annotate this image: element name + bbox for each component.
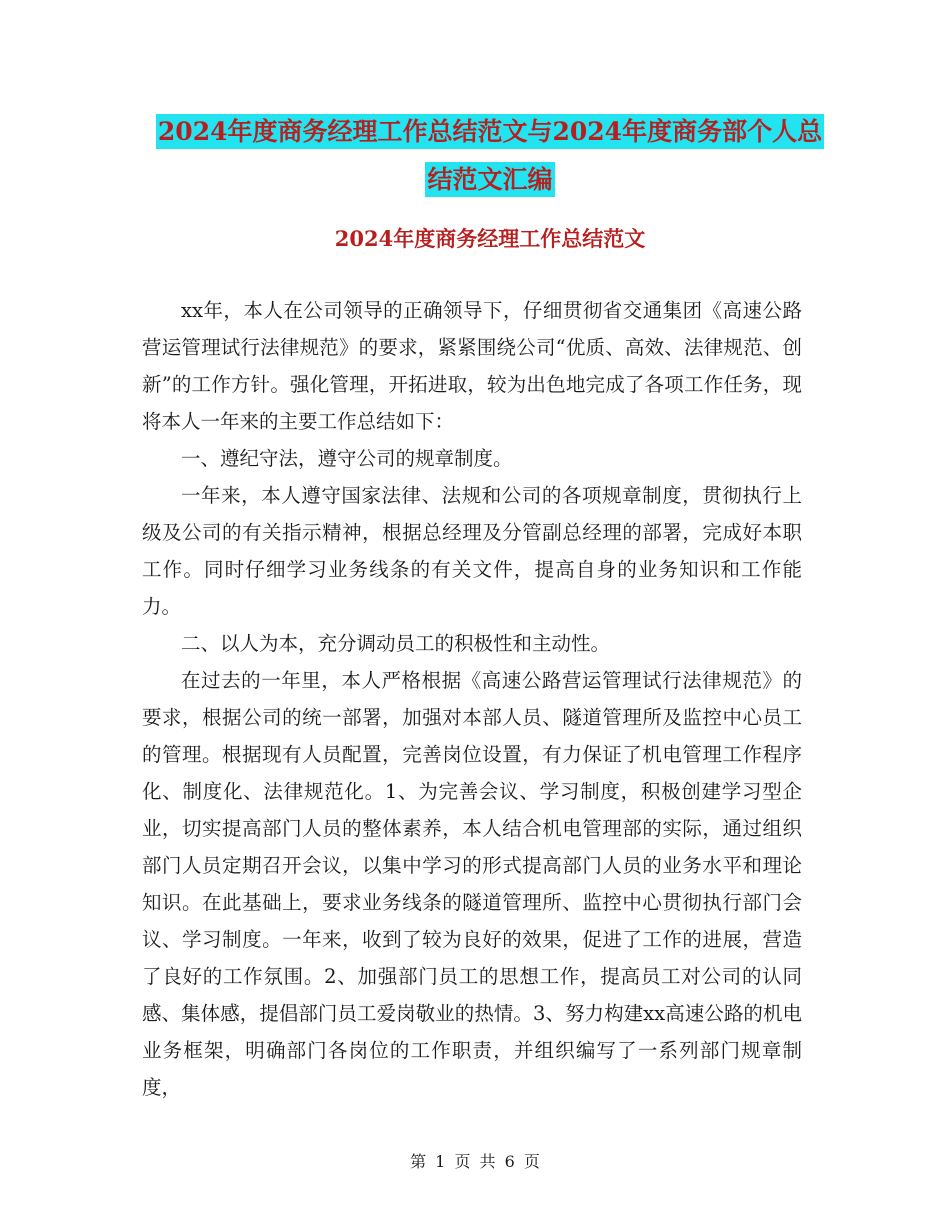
paragraph-heading-2: 二、以人为本，充分调动员工的积极性和主动性。	[181, 632, 611, 655]
paragraph-heading-1: 一、遵纪守法，遵守公司的规章制度。	[181, 447, 513, 470]
section-title: 2024年度商务经理工作总结范文	[334, 226, 646, 251]
paragraph-section-2: 在过去的一年里，本人严格根据《高速公路营运管理试行法律规范》的要求，根据公司的统一部署，加强对本部人员、隧道管理所及监控中心员工的管理。根据现有人员配置，完善岗位设置，有力保证了机电管理工作程序化、制度化、法律规范化。1、为完善会议、学习制度，积极创建学习型企业，切实提高部门人员的整体素养，本人结合机电管理部的实际，通过组织部门人员定期召开会议，以集中学习的形式提高部门人员的业务水平和理论知识。在此基础上，要求业务线条的隧道管理所、监控中心贯彻执行部门会议、学习制度。一年来，收到了较为良好的效果，促进了工作的进展，营造了良好的工作氛围。2、加强部门员工的思想工作，提高员工对公司的认同感、集体感，提倡部门员工爱岗敬业的热情。3、努力构建xx高速公路的机电业务框架，明确部门各岗位的工作职责，并组织编写了一系列部门规章制度，	[142, 669, 802, 1099]
paragraph-section-1: 一年来，本人遵守国家法律、法规和公司的各项规章制度，贯彻执行上级及公司的有关指示精神，根据总经理及分管副总经理的部署，完成好本职工作。同时仔细学习业务线条的有关文件，提高自身的业务知识和工作能力。	[142, 484, 802, 618]
paragraph-intro: xx年，本人在公司领导的正确领导下，仔细贯彻省交通集团《高速公路营运管理试行法律规范》的要求，紧紧围绕公司“优质、高效、法律规范、创新”的工作方针。强化管理，开拓进取，较为出色地完成了各项工作任务，现将本人一年来的主要工作总结如下：	[142, 299, 802, 433]
document-title	[150, 108, 830, 204]
document-title-text: 2024年度商务经理工作总结范文与2024年度商务部个人总结范文汇编	[156, 114, 824, 197]
document-body	[142, 292, 802, 1106]
page-footer: 第 1 页 共 6 页	[410, 1152, 540, 1171]
